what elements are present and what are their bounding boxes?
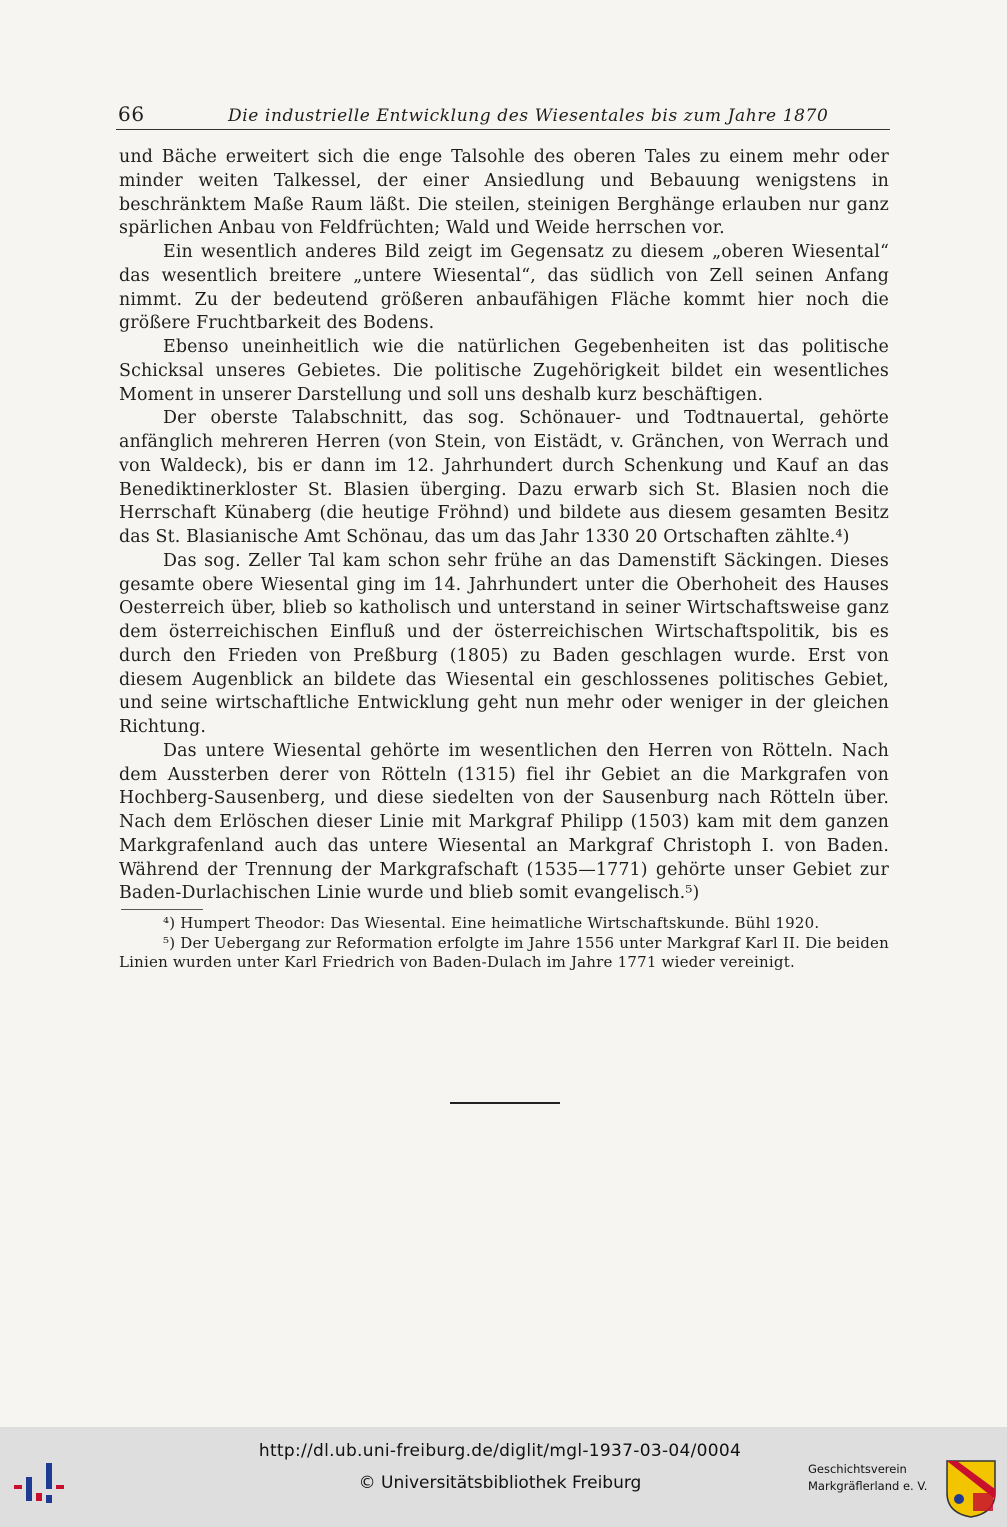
paragraph: Das sog. Zeller Tal kam schon sehr frühe an das Damenstift Säckingen. Dieses gesamte obere Wiesental ging im 14. Jahrhundert unter die Oberhoheit des Hauses Oesterreich über, blieb so katholisch und unterstand in seiner Wirtschaftsweise ganz dem österreichischen Einfluß und der österreichischen Wirtschaftspolitik, bis es durch den Frieden von Preßburg (1805) zu Baden geschlagen wurde. Erst von diesem Augenblick an bildete das Wiesental ein geschlossenes politisches Gebiet, und seine wirtschaftliche Entwicklung geht nun mehr oder weniger in der gleichen Richtung. xyxy=(119,550,889,737)
coat-of-arms-icon[interactable] xyxy=(945,1459,997,1519)
paragraph: Ein wesentlich anderes Bild zeigt im Gegensatz zu diesem „oberen Wiesental“ das wesentlich breitere „untere Wiesental“, das südlich von Zell seinen Anfang nimmt. Zu der bedeutend größeren anbaufähigen Fläche kommt hier noch die größere Fruchtbarkeit des Bodens. xyxy=(119,242,889,334)
copyright-notice: © Universitätsbibliothek Freiburg xyxy=(358,1473,642,1493)
paragraph: Das untere Wiesental gehörte im wesentlichen den Herren von Rötteln. Nach dem Aussterben derer von Rötteln (1315) fiel ihr Gebiet an die Markgrafen von Hochberg-Sausenberg, und diese siedelten von der Sausenburg nach Rötteln über. Nach dem Erlöschen dieser Linie mit Markgraf Philipp (1503) kam mit dem ganzen Markgrafenland auch das untere Wiesental an Markgraf Christoph I. von Baden. Während der Trennung der Markgrafschaft (1535—1771) gehörte unser Gebiet zur Baden-Durlachischen Linie wurde und blieb somit evangelisch.⁵) xyxy=(119,740,889,904)
footnote: ⁵) Der Uebergang zur Reformation erfolgte im Jahre 1556 unter Markgraf Karl II. Die beiden Linien wurden unter Karl Friedrich von Baden-Dulach im Jahre 1771 wieder vereinigt. xyxy=(119,933,889,971)
society-line: Markgräflerland e. V. xyxy=(808,1479,928,1493)
running-title: Die industrielle Entwicklung des Wiesentales bis zum Jahre 1870 xyxy=(228,106,829,126)
running-header xyxy=(118,96,890,126)
end-rule xyxy=(450,1102,560,1104)
footnotes xyxy=(119,914,889,973)
paragraph: Der oberste Talabschnitt, das sog. Schönauer- und Todtnauertal, gehörte anfänglich mehreren Herren (von Stein, von Eistädt, v. Gränchen, von Werrach und von Waldeck), bis er dann im 12. Jahrhundert durch Schenkung und Kauf an das Benediktinerkloster St. Blasien überging. Dazu erwarb sich St. Blasien noch die Herrschaft Künaberg (die heutige Fröhnd) und bildete aus diesem gesamten Besitz das St. Blasianische Amt Schönau, das um das Jahr 1330 20 Ortschaften zählte.⁴) xyxy=(119,408,889,547)
header-rule xyxy=(116,129,890,130)
permalink-url[interactable]: http://dl.ub.uni-freiburg.de/diglit/mgl-1937-03-04/0004 xyxy=(258,1441,742,1461)
footnote-rule xyxy=(121,909,203,910)
body-text xyxy=(119,146,889,906)
society-line: Geschichtsverein xyxy=(808,1462,907,1476)
paragraph: und Bäche erweitert sich die enge Talsohle des oberen Tales zu einem mehr oder minder weiten Talkessel, der einer Ansiedlung und Bebauung wenigstens in beschränktem Maße Raum läßt. Die steilen, steinigen Berghänge erlauben nur ganz spärlichen Anbau von Feldfrüchten; Wald und Weide herrschen vor. xyxy=(119,147,889,239)
ub-freiburg-logo-icon[interactable] xyxy=(14,1463,66,1507)
footer-bar xyxy=(0,1427,1007,1527)
society-name xyxy=(808,1461,943,1495)
paragraph: Ebenso uneinheitlich wie die natürlichen Gegebenheiten ist das politische Schicksal unseres Gebietes. Die politische Zugehörigkeit bildet ein wesentliches Moment in unserer Darstellung und soll uns deshalb kurz beschäftigen. xyxy=(119,337,889,405)
footnote: ⁴) Humpert Theodor: Das Wiesental. Eine heimatliche Wirtschaftskunde. Bühl 1920. xyxy=(163,914,820,932)
page-number: 66 xyxy=(118,102,145,126)
